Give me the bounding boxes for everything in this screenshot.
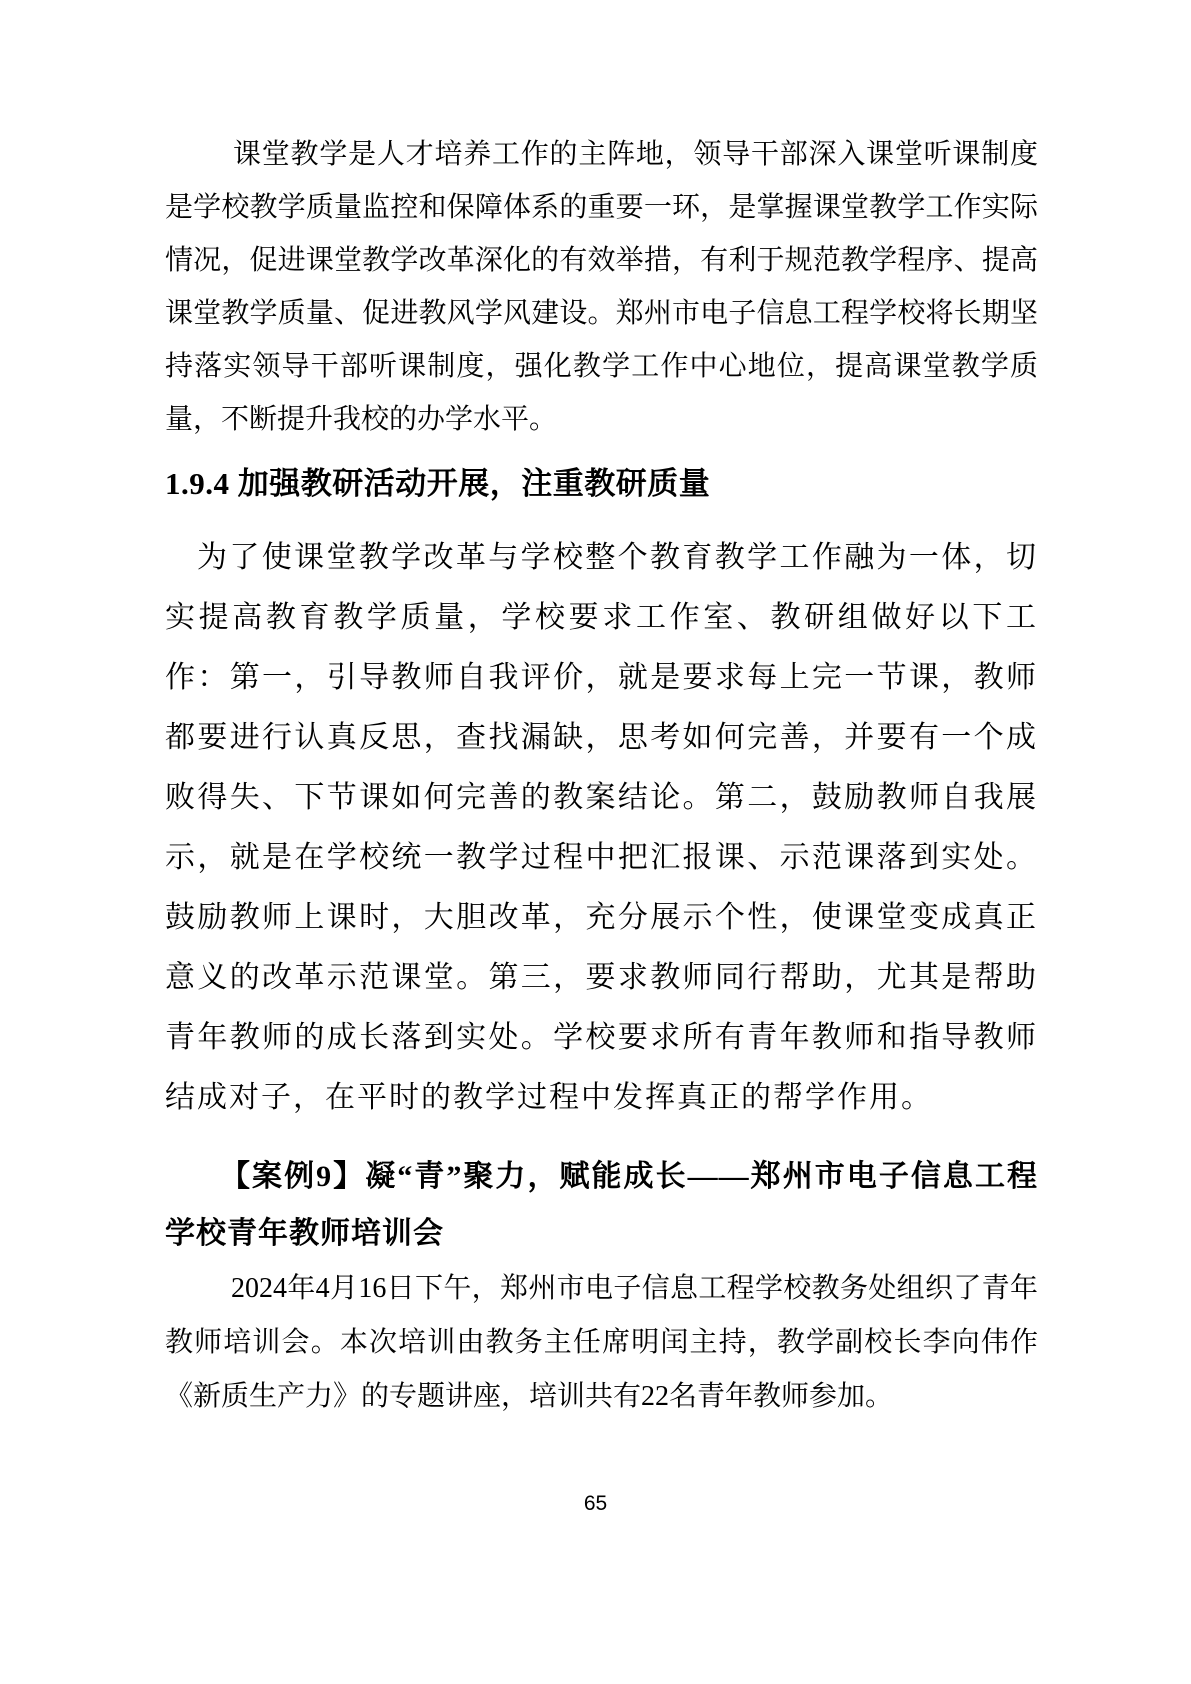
case-study-9-heading: 【案例9】凝“青”聚力，赋能成长——郑州市电子信息工程学校青年教师培训会 [165,1160,1038,1250]
paragraph-classroom-teaching: 课堂教学是人才培养工作的主阵地，领导干部深入课堂听课制度是学校教学质量监控和保障体系的重要一环，是掌握课堂教学工作实际情况，促进课堂教学改革深化的有效举措，有利于规范教学程序、提高课堂教学质量、促进教风学风建设。郑州市电子信息工程学校将长期坚持落实领导干部听课制度，强化教学工作中心地位，提高课堂教学质量，不断提升我校的办学水平。 [165,139,1038,435]
paragraph-teaching-research-requirements: 为了使课堂教学改革与学校整个教育教学工作融为一体，切实提高教育教学质量，学校要求工作室、教研组做好以下工作：第一，引导教师自我评价，就是要求每上完一节课，教师都要进行认真反思，查找漏缺，思考如何完善，并要有一个成败得失、下节课如何完善的教案结论。第二，鼓励教师自我展示，就是在学校统一教学过程中把汇报课、示范课落到实处。鼓励教师上课时，大胆改革，充分展示个性，使课堂变成真正意义的改革示范课堂。第三，要求教师同行帮助，尤其是帮助青年教师的成长落到实处。学校要求所有青年教师和指导教师结成对子，在平时的教学过程中发挥真正的帮学作用。 [165,541,1038,1114]
document-body [165,128,1038,1424]
section-heading-1-9-4: 1.9.4 加强教研活动开展，注重教研质量 [165,466,711,501]
page-number: 65 [583,1492,608,1515]
paragraph-young-teacher-training: 2024年4月16日下午，郑州市电子信息工程学校教务处组织了青年教师培训会。本次培训由教务主任席明闰主持，教学副校长李向伟作《新质生产力》的专题讲座，培训共有22名青年教师参加。 [165,1273,1038,1412]
